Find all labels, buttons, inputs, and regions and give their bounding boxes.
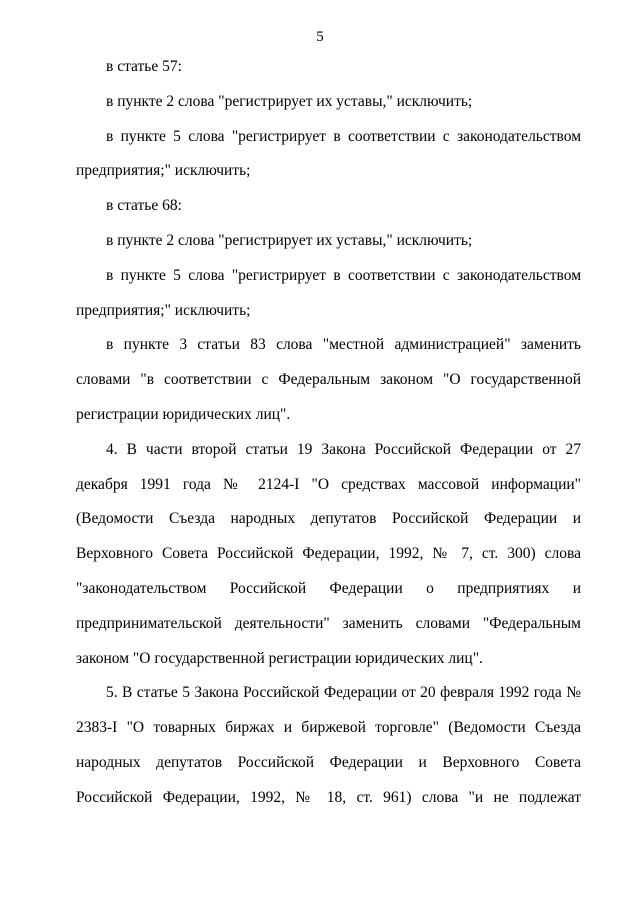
paragraph-item-4: 4. В части второй статьи 19 Закона Российской Федерации от 27 декабря 1991 года № 2124-I "О средствах массовой информации" (Ведомости Съезда народных депутатов Российской Федерации и Верховного Совета Российской Федерации, 1992, № 7, ст. 300) слова "законодательством Российской Федерации о предприятиях и предпринимательской деятельности" заменить словами "Федеральным законом "О государственной регистрации юридических лиц". (76, 440, 581, 667)
paragraph-article-68: в статье 68: (106, 197, 182, 215)
paragraph-article-57-point-5: в пункте 5 слова "регистрирует в соответствии с законодательством предприятия;" исключить; (76, 127, 581, 180)
paragraph-article-57: в статье 57: (106, 58, 182, 75)
page-number: 5 (316, 29, 324, 45)
paragraph-article-68-point-2: в пункте 2 слова "регистрирует их уставы," исключить; (106, 231, 473, 249)
document-body (76, 50, 581, 816)
paragraph-article-83-point-3: в пункте 3 статьи 83 слова "местной администрацией" заменить словами "в соответствии с Федеральным законом "О государственной регистрации юридических лиц". (76, 336, 581, 423)
paragraph-article-68-point-5: в пункте 5 слова "регистрирует в соответствии с законодательством предприятия;" исключить; (76, 266, 581, 319)
paragraph-item-5: 5. В статье 5 Закона Российской Федерации от 20 февраля 1992 года № 2383-I "О товарных биржах и биржевой торговле" (Ведомости Съезда народных депутатов Российской Федерации и Верховного Совета Российской Федерации, 1992, № 18, ст. 961) слова "и не подлежат (76, 684, 581, 806)
paragraph-article-57-point-2: в пункте 2 слова "регистрирует их уставы," исключить; (106, 92, 473, 110)
